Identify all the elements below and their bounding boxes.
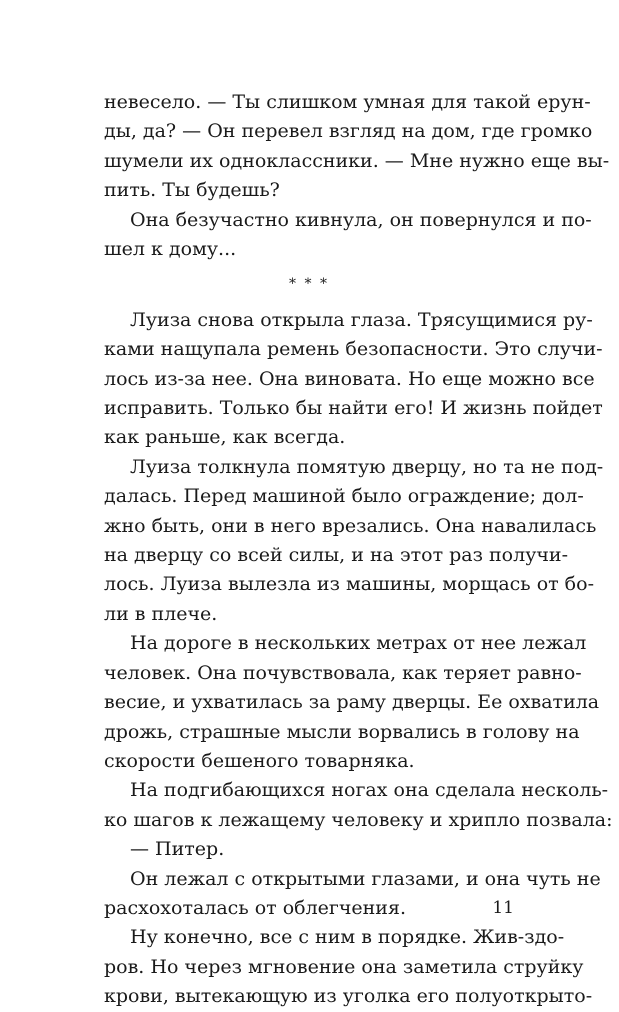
text-line: Она безучастно кивнула, он повернулся и по- xyxy=(130,208,592,231)
text-line: ко шагов к лежащему человеку и хрипло позвала: xyxy=(104,808,613,831)
text-line: на дверцу со всей силы, и на этот раз получи- xyxy=(104,544,569,567)
text-line: лось из-за нее. Она виновата. Но еще можно все xyxy=(104,367,595,390)
paragraph-2 xyxy=(104,206,592,265)
text-line: На подгибающихся ногах она сделала несколь- xyxy=(130,779,609,802)
text-line: шел к дому... xyxy=(104,238,237,261)
text-line: Луиза толкнула помятую дверцу, но та не под- xyxy=(130,455,604,478)
text-line: ров. Но через мгновение она заметила струйку xyxy=(104,955,584,978)
paragraph-6 xyxy=(104,776,613,835)
paragraph-3 xyxy=(104,306,603,453)
text-line: человек. Она почувствовала, как теряет равно- xyxy=(104,661,582,684)
paragraph-5 xyxy=(104,629,600,776)
text-line: шумели их одноклассники. — Мне нужно еще вы- xyxy=(104,149,610,172)
text-line: далась. Перед машиной было ограждение; дол- xyxy=(104,485,584,508)
paragraph-8 xyxy=(104,865,601,924)
paragraph-1 xyxy=(104,88,610,206)
paragraph-4 xyxy=(104,453,604,629)
text-line: весие, и ухватилась за раму дверцы. Ее охватила xyxy=(104,691,600,714)
text-line: Он лежал с открытыми глазами, и она чуть не xyxy=(130,867,601,890)
text-line: крови, вытекающую из уголка его полуоткрыто- xyxy=(104,985,593,1008)
text-line: Ну конечно, все с ним в порядке. Жив-здо- xyxy=(130,926,565,949)
text-line: как раньше, как всегда. xyxy=(104,426,346,449)
text-line: жно быть, они в него врезались. Она навалилась xyxy=(104,514,597,537)
section-separator: * * * xyxy=(289,276,329,293)
text-line: Луиза снова открыла глаза. Трясущимися ру- xyxy=(130,308,593,331)
text-line: ды, да? — Он перевел взгляд на дом, где громко xyxy=(104,120,593,143)
text-line: дрожь, страшные мысли ворвались в голову на xyxy=(104,720,580,743)
text-line: ками нащупала ремень безопасности. Это случи- xyxy=(104,338,603,361)
text-line: На дороге в нескольких метрах от нее лежал xyxy=(130,632,587,655)
text-line: ли в плече. xyxy=(104,602,218,625)
text-line: лось. Луиза вылезла из машины, морщась от бо- xyxy=(104,573,594,596)
text-line: пить. Ты будешь? xyxy=(104,179,280,202)
paragraph-9 xyxy=(104,923,593,1011)
dialogue-line: — Питер. xyxy=(130,838,225,861)
body-text xyxy=(104,88,613,1012)
paragraph-7 xyxy=(104,835,514,864)
text-line: скорости бешеного товарняка. xyxy=(104,749,415,772)
text-line: невесело. — Ты слишком умная для такой ерун- xyxy=(104,91,591,113)
text-line: исправить. Только бы найти его! И жизнь пойдет xyxy=(104,397,603,420)
text-line: расхохоталась от облегчения. xyxy=(104,896,406,919)
page-number: 11 xyxy=(492,898,514,918)
